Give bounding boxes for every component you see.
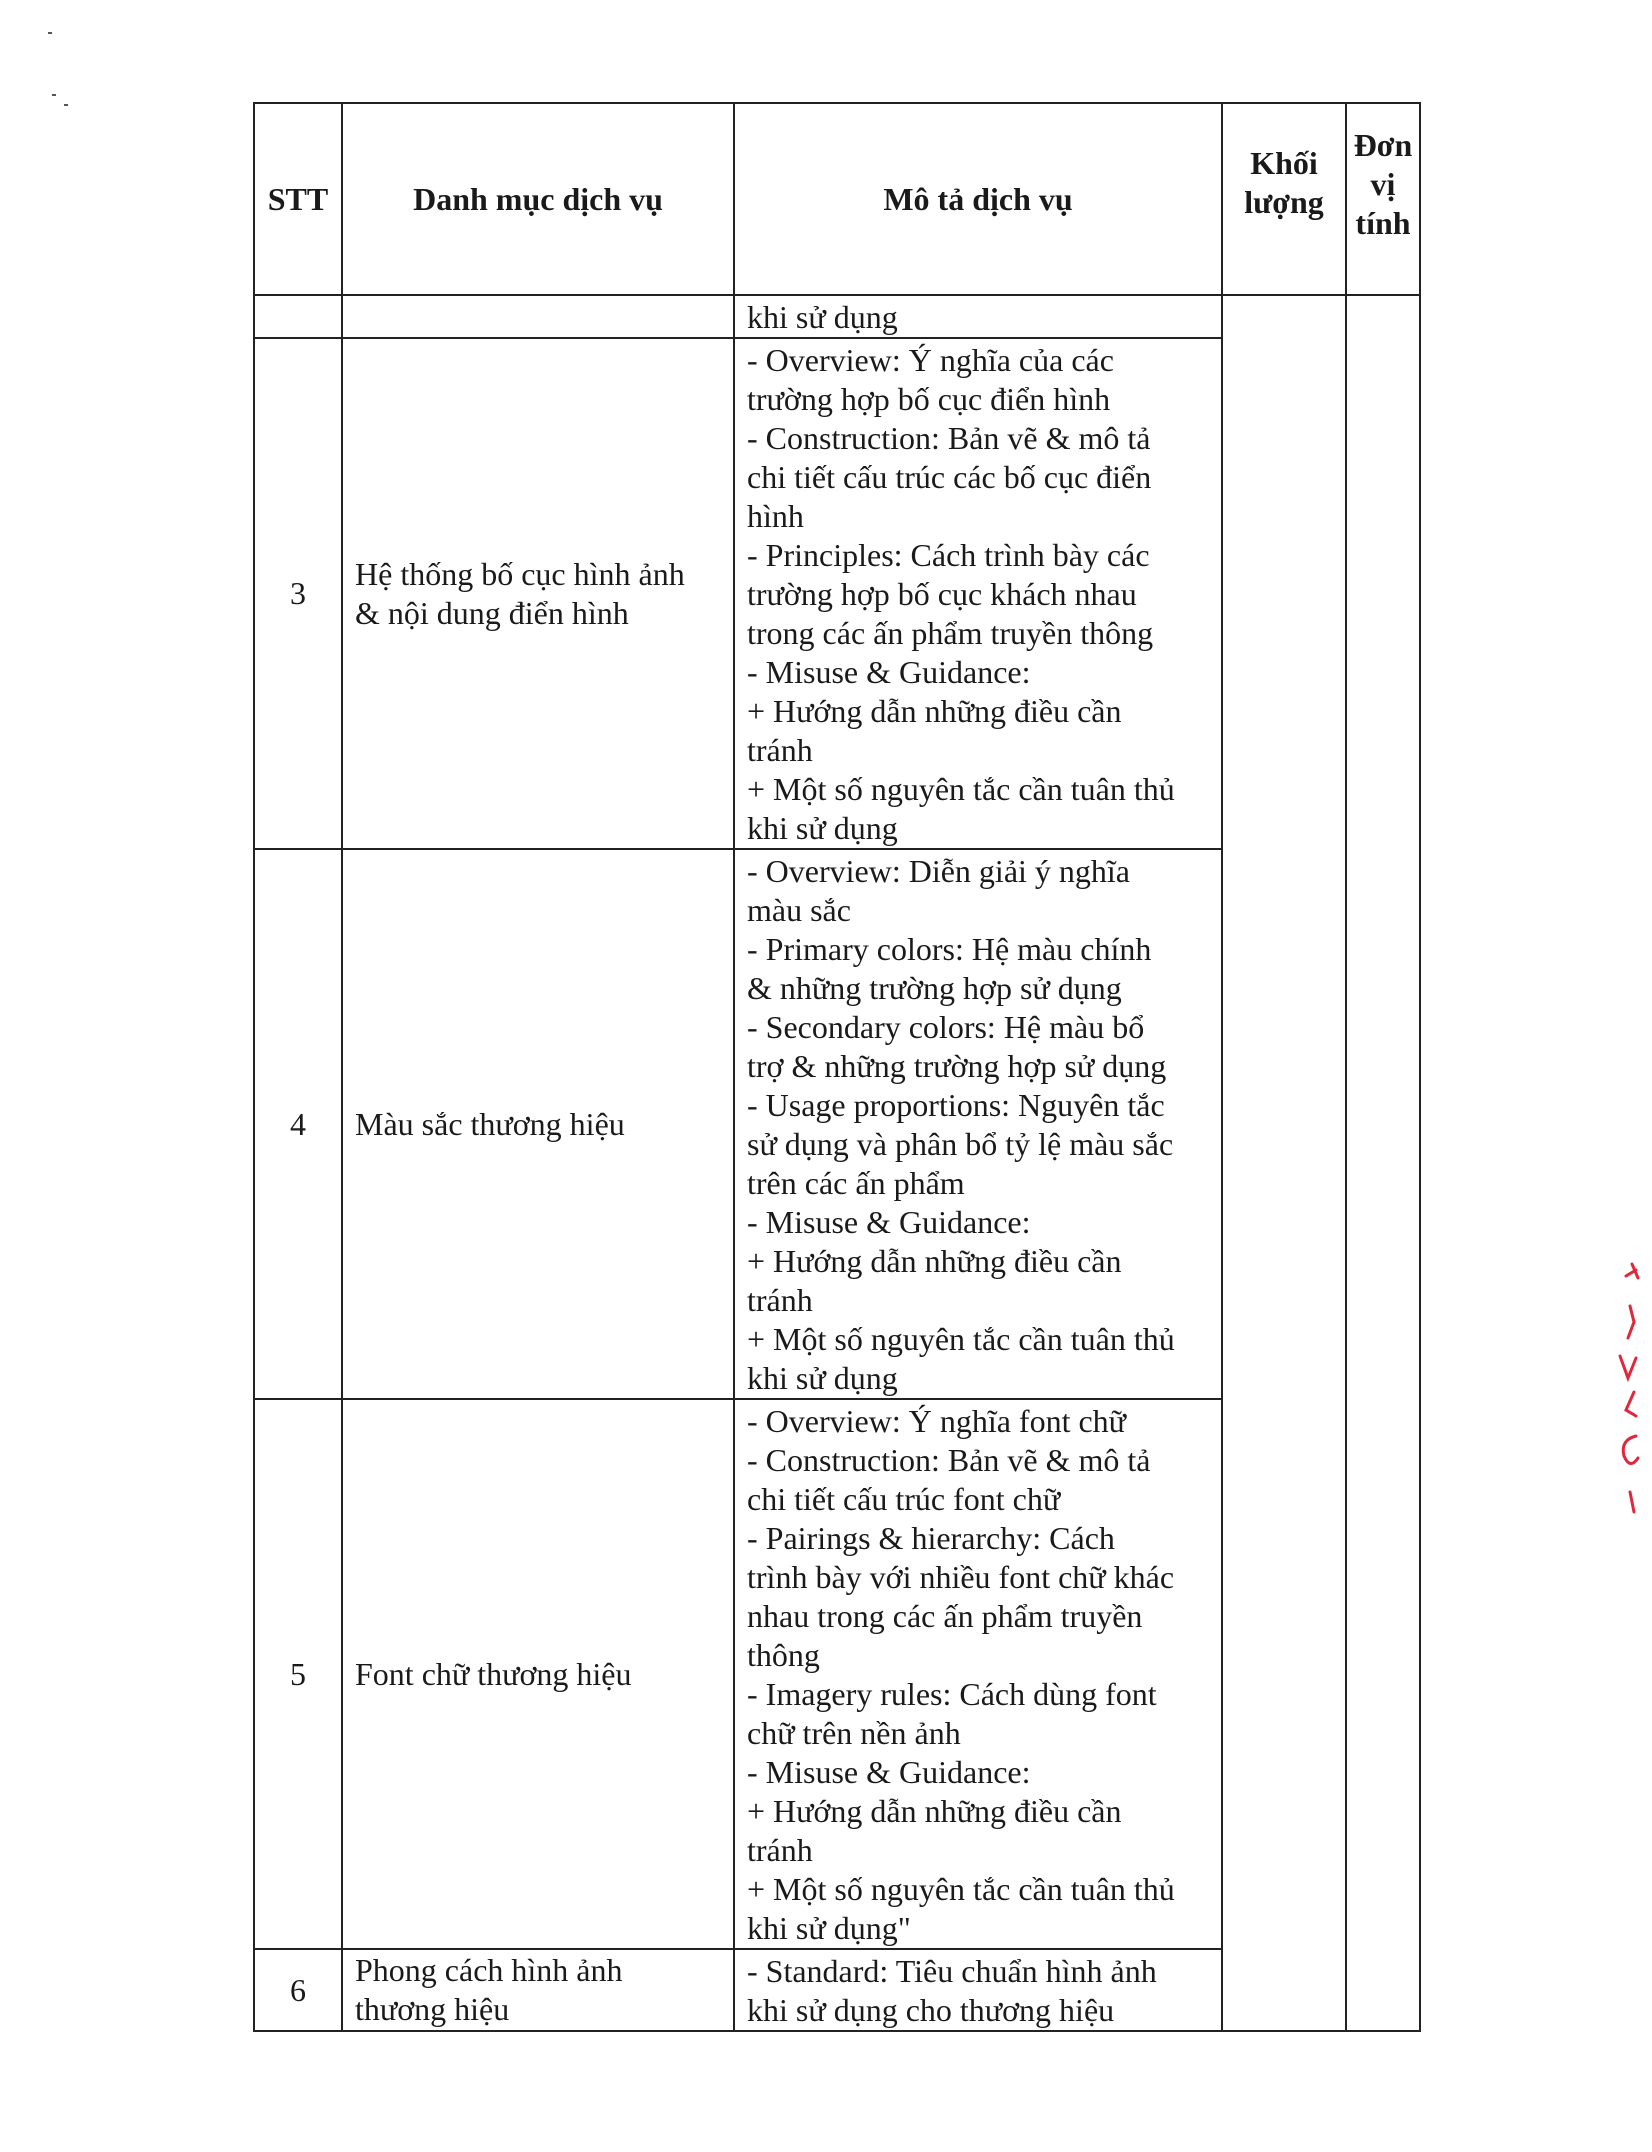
service-table (253, 102, 1421, 2032)
desc-line: - Principles: Cách trình bày các (747, 537, 1150, 573)
desc-line: khi sử dụng" (747, 1910, 911, 1946)
desc-line: khi sử dụng (747, 810, 898, 846)
desc-line: khi sử dụng (747, 1360, 898, 1396)
desc-line: thông (747, 1637, 820, 1673)
row-stt: 5 (254, 1399, 342, 1949)
name-line: & nội dung điển hình (355, 594, 629, 631)
row-desc (734, 338, 1222, 849)
header-volume-line: Khối (1250, 145, 1318, 181)
desc-line: - Construction: Bản vẽ & mô tả (747, 1442, 1151, 1478)
header-volume (1222, 103, 1346, 295)
row-desc (734, 1949, 1222, 2031)
header-unit-line: Đơn (1353, 127, 1413, 163)
desc-line: - Overview: Ý nghĩa của các (747, 342, 1114, 378)
unit-cell (1346, 295, 1420, 2031)
desc-line: - Secondary colors: Hệ màu bổ (747, 1009, 1145, 1045)
row-stt: 4 (254, 849, 342, 1399)
mark-stroke (1620, 1356, 1636, 1378)
red-handwritten-mark (1608, 1260, 1644, 1520)
desc-line: - Standard: Tiêu chuẩn hình ảnh (747, 1953, 1157, 1989)
desc-line: - Overview: Ý nghĩa font chữ (747, 1403, 1127, 1439)
name-line: Font chữ thương hiệu (355, 1655, 632, 1692)
desc-line: + Hướng dẫn những điều cần (747, 1793, 1122, 1829)
desc-line: nhau trong các ấn phẩm truyền (747, 1598, 1143, 1634)
name-line: thương hiệu (355, 1991, 510, 2027)
desc-line: + Một số nguyên tắc cần tuân thủ (747, 1871, 1175, 1907)
row-name (342, 1399, 734, 1949)
desc-line: khi sử dụng (747, 299, 898, 335)
header-unit (1346, 103, 1420, 295)
row-name (342, 295, 734, 338)
mark-stroke (1628, 1306, 1634, 1338)
name-line: Phong cách hình ảnh (355, 1952, 623, 1988)
name-line: Hệ thống bố cục hình ảnh (355, 555, 685, 592)
desc-line: trình bày với nhiều font chữ khác (747, 1559, 1175, 1595)
mark-stroke (1623, 1436, 1638, 1464)
desc-line: hình (747, 498, 804, 534)
desc-line: - Pairings & hierarchy: Cách (747, 1520, 1115, 1556)
mark-stroke (1630, 1492, 1634, 1512)
desc-line: trong các ấn phẩm truyền thông (747, 615, 1154, 651)
desc-line: - Misuse & Guidance: (747, 654, 1031, 690)
desc-line: + Một số nguyên tắc cần tuân thủ (747, 1321, 1175, 1357)
scan-speck (48, 32, 52, 34)
scan-speck (64, 104, 68, 106)
desc-line: màu sắc (747, 892, 851, 928)
row-stt: 6 (254, 1949, 342, 2031)
scan-speck (52, 94, 56, 96)
row-desc (734, 1399, 1222, 1949)
desc-line: trường hợp bố cục điển hình (747, 381, 1111, 417)
table-row (254, 295, 1420, 338)
volume-cell (1222, 295, 1346, 2031)
row-desc (734, 849, 1222, 1399)
mark-stroke (1626, 1392, 1636, 1416)
desc-line: khi sử dụng cho thương hiệu (747, 1992, 1115, 2028)
desc-line: trên các ấn phẩm (747, 1165, 965, 1201)
desc-line: - Imagery rules: Cách dùng font (747, 1676, 1157, 1712)
desc-line: tránh (747, 732, 813, 768)
header-volume-line: lượng (1244, 184, 1324, 220)
desc-line: + Một số nguyên tắc cần tuân thủ (747, 771, 1175, 807)
desc-line: tránh (747, 1282, 813, 1318)
desc-line: trợ & những trường hợp sử dụng (747, 1048, 1167, 1084)
table-header-row (254, 103, 1420, 295)
desc-line: sử dụng và phân bổ tỷ lệ màu sắc (747, 1126, 1174, 1162)
desc-line: chi tiết cấu trúc font chữ (747, 1481, 1061, 1517)
desc-line: trường hợp bố cục khách nhau (747, 576, 1137, 612)
desc-line: - Misuse & Guidance: (747, 1204, 1031, 1240)
desc-line: - Misuse & Guidance: (747, 1754, 1031, 1790)
row-name (342, 1949, 734, 2031)
header-unit-line: vị (1370, 166, 1396, 202)
row-name (342, 849, 734, 1399)
desc-line: tránh (747, 1832, 813, 1868)
row-stt (254, 295, 342, 338)
header-service-name: Danh mục dịch vụ (342, 103, 734, 295)
desc-line: chữ trên nền ảnh (747, 1715, 961, 1751)
desc-line: - Primary colors: Hệ màu chính (747, 931, 1152, 967)
desc-line: + Hướng dẫn những điều cần (747, 693, 1122, 729)
header-stt: STT (254, 103, 342, 295)
desc-line: & những trường hợp sử dụng (747, 970, 1122, 1006)
row-desc (734, 295, 1222, 338)
desc-line: chi tiết cấu trúc các bố cục điển (747, 459, 1152, 495)
row-stt: 3 (254, 338, 342, 849)
mark-stroke (1626, 1264, 1638, 1278)
header-unit-line: tính (1355, 205, 1411, 241)
desc-line: - Overview: Diễn giải ý nghĩa (747, 853, 1130, 889)
desc-line: - Construction: Bản vẽ & mô tả (747, 420, 1151, 456)
name-line: Màu sắc thương hiệu (355, 1105, 625, 1142)
desc-line: + Hướng dẫn những điều cần (747, 1243, 1122, 1279)
desc-line: - Usage proportions: Nguyên tắc (747, 1087, 1165, 1123)
row-name (342, 338, 734, 849)
header-service-description: Mô tả dịch vụ (734, 103, 1222, 295)
